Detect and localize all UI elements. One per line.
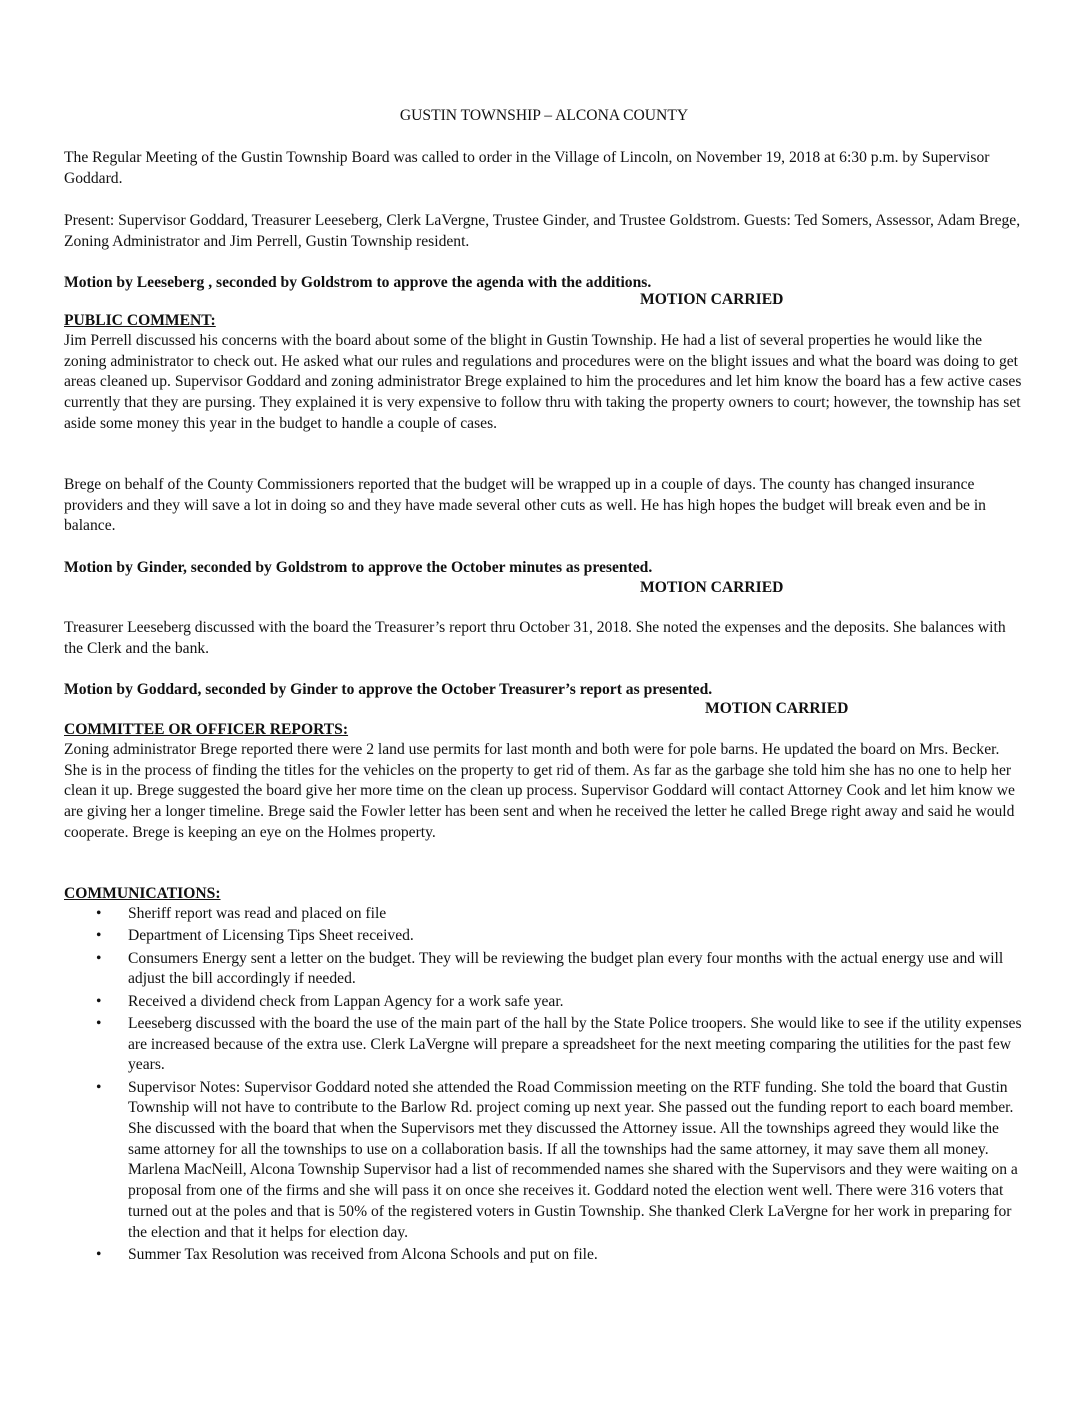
communications-heading: COMMUNICATIONS: <box>64 885 221 902</box>
document-title: GUSTIN TOWNSHIP – ALCONA COUNTY <box>399 107 689 124</box>
public-comment-paragraph-2: Brege on behalf of the County Commissioners reported that the budget will be wrapped up in a couple of days. The county has changed insurance providers and they will save a lot in doing so and they have made several other cuts as well. He has high hopes the budget will break even and be in balance. <box>64 476 986 535</box>
bullet-icon: • <box>96 905 102 922</box>
motion-carried-treasurer: MOTION CARRIED <box>705 700 849 717</box>
treasurer-report-paragraph: Treasurer Leeseberg discussed with the board the Treasurer’s report thru October 31, 2018. She noted the expenses and the deposits. She balances with the Clerk and the bank. <box>64 619 1006 657</box>
motion-agenda: Motion by Leeseberg , seconded by Goldstrom to approve the agenda with the additions. <box>64 274 652 291</box>
bullet-icon: • <box>96 992 102 1010</box>
bullet-icon: • <box>96 1014 102 1032</box>
bullet-icon: • <box>96 927 102 945</box>
list-item: • Summer Tax Resolution was received from Alcona Schools and put on file. <box>96 1245 1026 1266</box>
committee-reports-heading: COMMITTEE OR OFFICER REPORTS: <box>64 721 349 738</box>
public-comment-paragraph-1: Jim Perrell discussed his concerns with the board about some of the blight in Gustin Township. He had a list of several properties he would like the zoning administrator to check out. He asked what our rules and regulations and procedures were on the blight issues and what the board was doing to get areas cleaned up. Supervisor Goddard and zoning administrator Brege explained to him the procedures and let him know the board has a few active cases currently that they are pursing. They explained it is very expensive to follow thru with taking the property owners to court; however, the township has set aside some money this year in the budget to handle a couple of cases. <box>64 332 1022 432</box>
list-item: • Leeseberg discussed with the board the use of the main part of the hall by the State Police troopers. She would like to see if the utility expenses are increased because of the extra use. Clerk LaVergne will prepare a spreadsheet for the next meeting comparing the utilities for the past few years. <box>96 1014 1022 1074</box>
list-item: • Received a dividend check from Lappan Agency for a work safe year. <box>96 992 1026 1013</box>
motion-minutes: Motion by Ginder, seconded by Goldstrom to approve the October minutes as presented. <box>64 559 653 576</box>
motion-carried-minutes: MOTION CARRIED <box>640 579 784 596</box>
bullet-icon: • <box>96 949 102 967</box>
list-item: • Supervisor Notes: Supervisor Goddard noted she attended the Road Commission meeting on the RTF funding. She told the board that Gustin Township will not have to contribute to the Barlow Rd. project coming up next year. She passed out the funding report to each board member. She discussed with the board that when the Supervisors met they discussed the Attorney issue. All the townships agreed they would like the same attorney for all the townships to use on a collaboration basis. If all the townships had the same attorney, it may save them all money. Marlena MacNeill, Alcona Township Supervisor had a list of recommended names she shared with the Supervisors and they were waiting on a proposal from one of the firms and she will pass it on once she receives it. Goddard noted the election went well. There were 316 voters that turned out at the poles and that is 50% of the registered voters in Gustin Township. She thanked Clerk LaVergne for her work in preparing for the election and that it helps for election day. <box>96 1078 1018 1241</box>
public-comment-heading: PUBLIC COMMENT: <box>64 312 216 329</box>
bullet-icon: • <box>96 1078 102 1096</box>
motion-carried-agenda: MOTION CARRIED <box>640 291 784 308</box>
motion-treasurer-report: Motion by Goddard, seconded by Ginder to approve the October Treasurer’s report as presented. <box>64 681 713 698</box>
bullet-icon: • <box>96 1245 102 1263</box>
list-item: • Sheriff report was read and placed on file <box>96 904 1026 925</box>
committee-reports-paragraph: Zoning administrator Brege reported there were 2 land use permits for last month and both were for pole barns. He updated the board on Mrs. Becker. She is in the process of finding the titles for the vehicles on the property to get rid of them. As far as the garbage she told him she has no one to help her clean it up. Brege suggested the board give her more time on the clean up process. Supervisor Goddard will contact Attorney Cook and let him know we are giving her a longer timeline. Brege said the Fowler letter has been sent and when he received the letter he called Brege right away and said he would cooperate. Brege is keeping an eye on the Holmes property. <box>64 741 1015 841</box>
call-to-order-paragraph: The Regular Meeting of the Gustin Township Board was called to order in the Village of Lincoln, on November 19, 2018 at 6:30 p.m. by Supervisor Goddard. <box>64 149 990 187</box>
attendance-paragraph: Present: Supervisor Goddard, Treasurer Leeseberg, Clerk LaVergne, Trustee Ginder, and Trustee Goldstrom. Guests: Ted Somers, Assessor, Adam Brege, Zoning Administrator and Jim Perrell, Gustin Township resident. <box>64 212 1021 250</box>
communications-list <box>96 904 1026 1267</box>
list-item: • Consumers Energy sent a letter on the budget. They will be reviewing the budget plan every four months with the actual energy use and will adjust the bill accordingly if needed. <box>96 949 1004 988</box>
list-item: • Department of Licensing Tips Sheet received. <box>96 926 1026 947</box>
